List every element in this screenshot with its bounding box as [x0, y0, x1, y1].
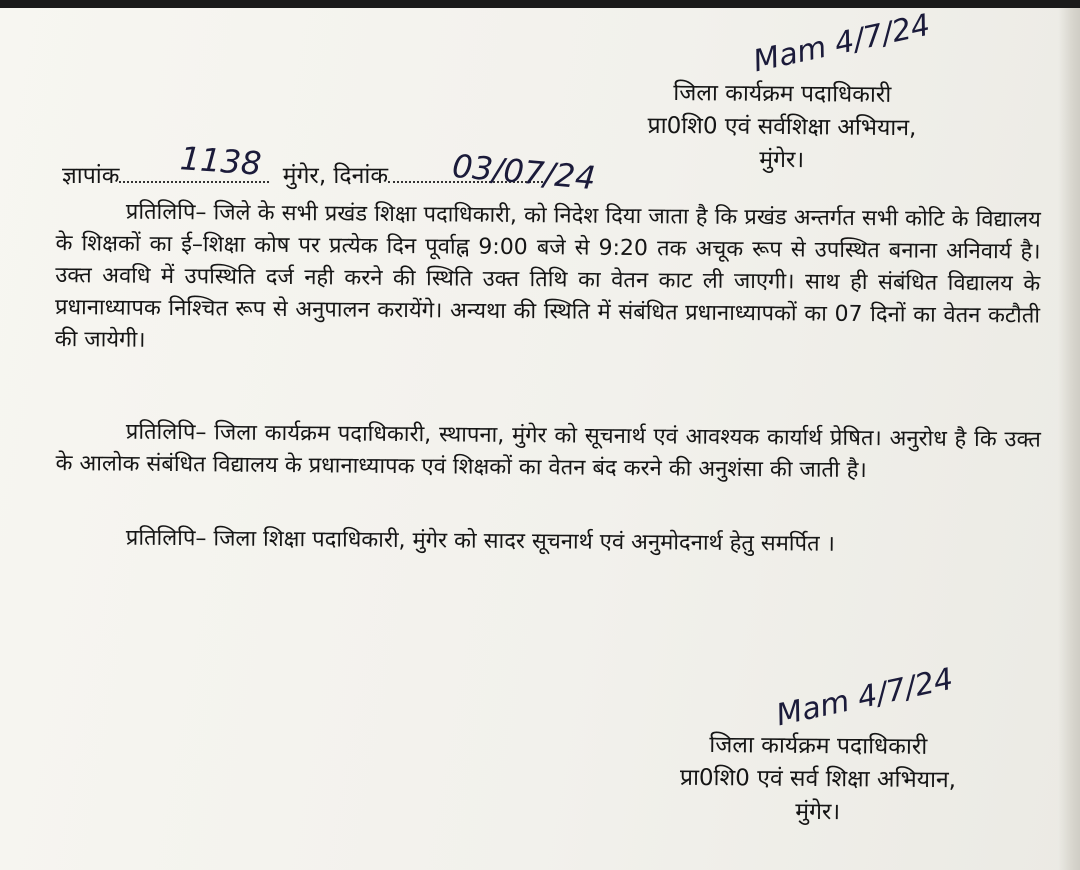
reference-label: ज्ञापांक: [62, 163, 120, 189]
copy-paragraph-2: [55, 416, 1041, 489]
office-department: प्रा0शि0 एवं सर्व शिक्षा अभियान,: [679, 764, 957, 794]
office-department: प्रा0शि0 एवं सर्वशिक्षा अभियान,: [647, 112, 917, 142]
top-office-block: [622, 77, 943, 179]
office-location: मुंगेर।: [759, 146, 805, 174]
copy-text: जिला कार्यक्रम पदाधिकारी, स्थापना, मुंगेर को सूचनार्थ एवं आवश्यक कार्यार्थ प्रेषित। अनुरोध है कि उक्त के आलोक संबंधित विद्यालय के प्रधानाध्यापक एवं शिक्षकों का वेतन बंद करने की अनुशंसा की जाती है।: [55, 420, 1041, 484]
copy-label: प्रतिलिपि–: [125, 419, 207, 446]
office-location: मुंगेर।: [795, 798, 841, 826]
office-designation: जिला कार्यक्रम पदाधिकारी: [673, 80, 892, 108]
bottom-signature: Mam 4/7/24: [773, 661, 957, 734]
copy-paragraph-3: [56, 522, 1041, 563]
top-signature: Mam 4/7/24: [750, 8, 934, 80]
copy-text: जिले के सभी प्रखंड शिक्षा पदाधिकारी, को निदेश दिया जाता है कि प्रखंड अन्तर्गत सभी कोटि के विद्यालय के शिक्षकों का ई–शिक्षा कोष पर प्रत्येक दिन पूर्वाह्न 9:00 बजे से 9:20 तक अचूक रूप से उपस्थित बनाना अनिवार्य है। उक्त अवधि में उपस्थिति दर्ज नही करने की स्थिति उक्त तिथि का वेतन काट ली जाएगी। साथ ही संबंधित विद्यालय के प्रधानाध्यापक निश्चित रूप से अनुपालन करायेंगे। अन्यथा की स्थिति में संबंधित प्रधानाध्यापकों का 07 दिनों का वेतन कटौती की जायेगी।: [54, 200, 1041, 353]
reference-number: 1138: [178, 139, 263, 183]
copy-label: प्रतिलिपि–: [125, 525, 207, 552]
copy-label: प्रतिलिपि–: [125, 199, 207, 226]
copy-paragraph-1: [55, 196, 1041, 365]
page-edge-shadow: [1058, 8, 1080, 870]
place-date-label: मुंगेर, दिनांक: [282, 163, 388, 189]
copy-text: जिला शिक्षा पदाधिकारी, मुंगेर को सादर सूचनार्थ एवं अनुमोदनार्थ हेतु समर्पित ।: [213, 526, 836, 557]
bottom-office-block: [648, 729, 989, 831]
office-designation: जिला कार्यक्रम पदाधिकारी: [709, 732, 928, 760]
reference-date: 03/07/24: [450, 146, 598, 198]
document-page: [0, 8, 1080, 870]
